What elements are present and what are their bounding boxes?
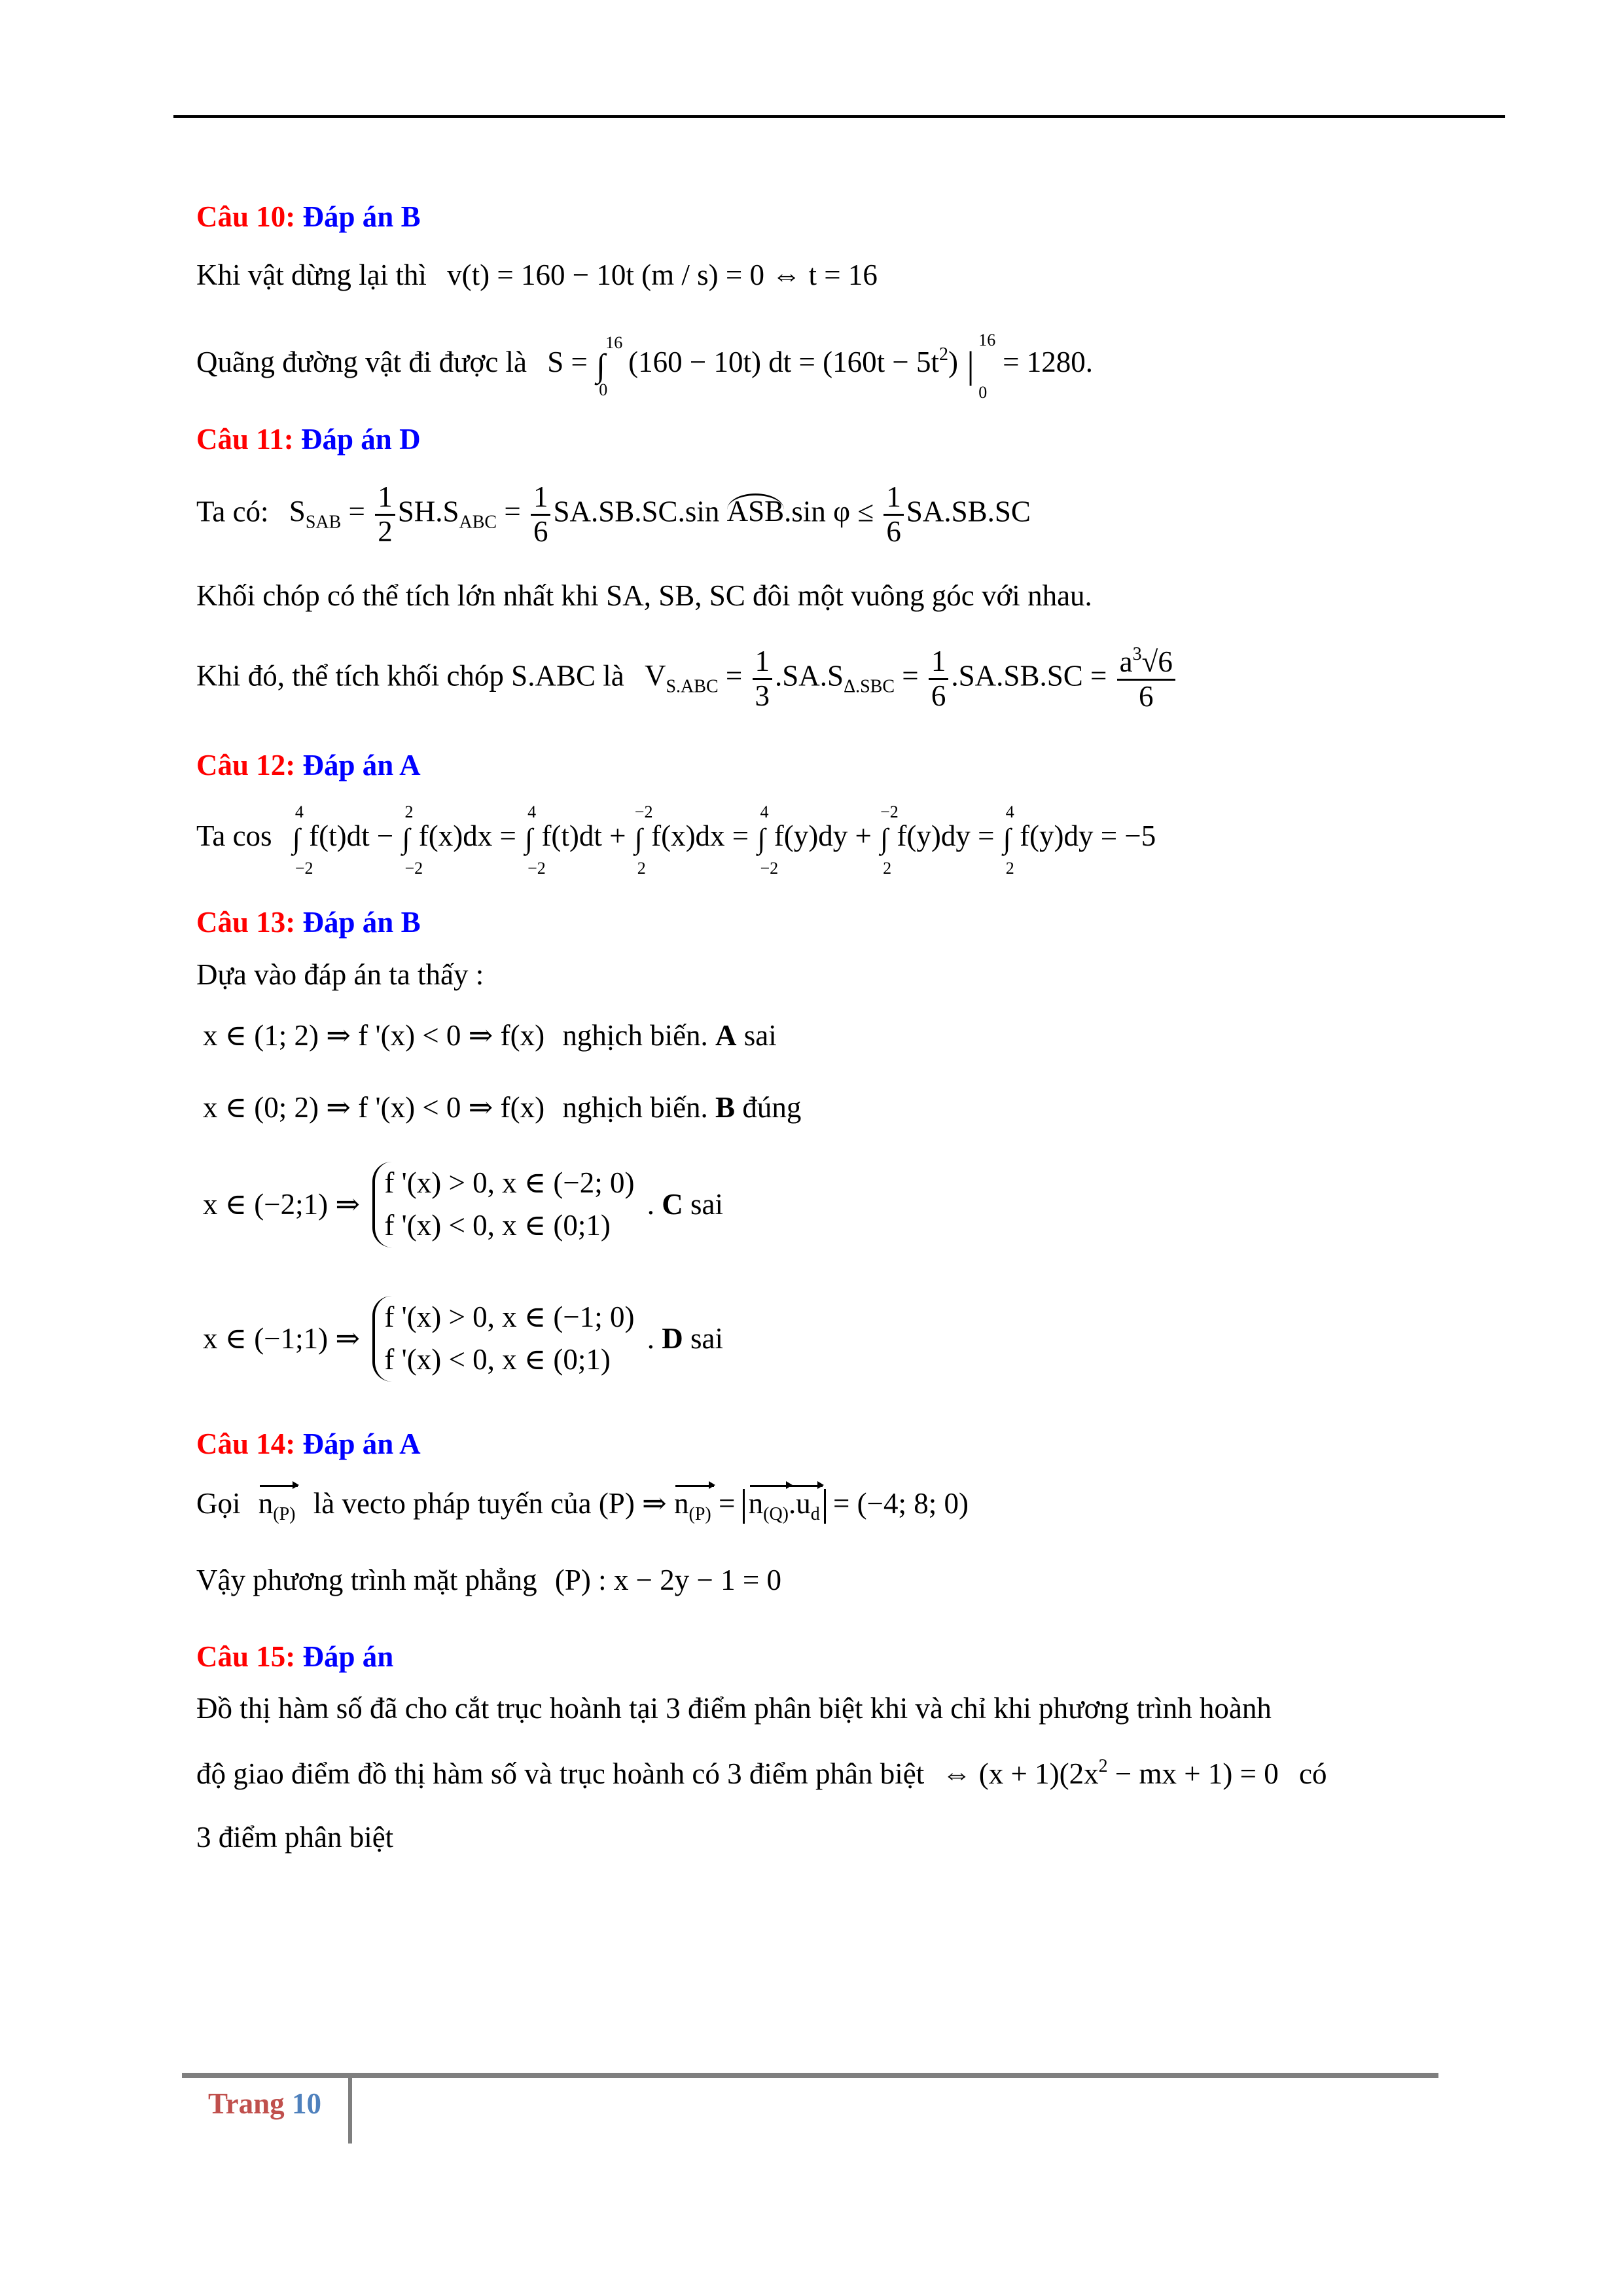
question-14-heading <box>196 1427 421 1461</box>
question-11-heading <box>196 422 421 456</box>
fraction <box>375 481 395 548</box>
numerator: 1 <box>753 645 773 680</box>
q11-line-3 <box>196 645 1178 713</box>
normal-vector <box>259 1489 296 1524</box>
equation: x ∈ (1; 2) ⇒ f '(x) < 0 ⇒ f(x) <box>203 1019 545 1052</box>
equals: = <box>725 659 743 692</box>
denominator: 3 <box>755 679 770 712</box>
text: Gọi <box>196 1487 241 1520</box>
denominator: 2 <box>378 514 393 548</box>
period: . <box>647 1321 654 1355</box>
numerator: 1 <box>531 481 551 516</box>
answer-label: Đáp án <box>302 1640 394 1673</box>
integral-sign: ∫ 4 −2 <box>757 802 779 878</box>
equals: = <box>504 495 521 528</box>
equation: ⇔ (x + 1)(2x <box>942 1757 1099 1790</box>
cross-product-bracket <box>743 1489 826 1524</box>
equation: f(x)dx = <box>651 819 749 852</box>
question-10-heading <box>196 200 421 234</box>
answer-label: Đáp án A <box>302 749 421 781</box>
numerator: 1 <box>375 481 395 516</box>
equation: f(y)dy = −5 <box>1020 819 1156 852</box>
upper-limit: −2 <box>634 802 653 821</box>
q13-option-b <box>203 1093 801 1122</box>
system-line: f '(x) < 0, x ∈ (0;1) <box>384 1343 611 1376</box>
verdict: sai <box>690 1187 723 1221</box>
root: √6 <box>1141 645 1173 678</box>
system-line: f '(x) > 0, x ∈ (−1; 0) <box>384 1300 635 1333</box>
subscript: (P) <box>688 1504 711 1524</box>
q13-option-a <box>203 1021 777 1050</box>
option-letter: C <box>662 1187 683 1221</box>
equation: = (−4; 8; 0) <box>833 1487 969 1520</box>
verdict: đúng <box>742 1091 802 1124</box>
q15-line-2 <box>196 1757 1327 1789</box>
equation: f(y)dy = <box>897 819 995 852</box>
vector <box>749 1489 789 1524</box>
header-rule <box>173 115 1505 118</box>
text: có <box>1298 1757 1327 1790</box>
answer-label: Đáp án B <box>302 200 421 233</box>
equation: x ∈ (0; 2) ⇒ f '(x) < 0 ⇒ f(x) <box>203 1091 545 1124</box>
equation: SA.SB.SC.sin <box>553 495 720 528</box>
equation: f(t)dt + <box>541 819 626 852</box>
text: nghịch biến. <box>562 1019 708 1052</box>
equals: = <box>902 659 919 692</box>
question-label: Câu 15: <box>196 1640 296 1673</box>
text: Ta cos <box>196 819 272 852</box>
equation: = <box>719 1487 736 1520</box>
text: độ giao điểm đồ thị hàm số và trục hoành có 3 điểm phân biệt <box>196 1757 925 1790</box>
text: Quãng đường vật đi được là <box>196 346 527 378</box>
option-letter: D <box>662 1321 683 1355</box>
equation: V <box>644 659 666 692</box>
vector-letter: n <box>258 1487 274 1520</box>
numerator: 1 <box>929 645 949 680</box>
equation: .SA.SB.SC = <box>951 659 1107 692</box>
equation: SA.SB.SC <box>906 495 1031 528</box>
equation: = 1280. <box>1003 346 1094 378</box>
footer-rule <box>182 2073 1438 2078</box>
q13-line-1: Dựa vào đáp án ta thấy : <box>196 958 484 991</box>
fraction <box>753 645 773 712</box>
text: Vậy phương trình mặt phẳng <box>196 1564 537 1596</box>
equation: .SA.S <box>775 659 844 692</box>
q15-line-3: 3 điểm phân biệt <box>196 1821 394 1854</box>
option-letter: A <box>715 1019 737 1052</box>
page-label: Trang <box>208 2087 285 2120</box>
lower-limit: −2 <box>760 858 779 878</box>
q13-option-c <box>203 1162 723 1247</box>
vector <box>789 1489 820 1524</box>
upper-limit: 4 <box>527 802 537 821</box>
subscript: Δ.SBC <box>844 676 895 697</box>
system-line: f '(x) > 0, x ∈ (−2; 0) <box>384 1166 635 1199</box>
lower-limit: 0 <box>599 380 608 399</box>
equation: (P) ⇒ <box>598 1487 667 1520</box>
q12-line-1 <box>196 802 1156 878</box>
fraction <box>531 481 551 548</box>
upper-limit: −2 <box>880 802 899 821</box>
evaluation-bar: | 16 0 <box>967 330 996 402</box>
q15-line-1: Đồ thị hàm số đã cho cắt trục hoành tại 3 điểm phân biệt khi và chỉ khi phương trình hoành <box>196 1692 1272 1725</box>
subscript: d <box>810 1504 820 1524</box>
angle-arc: ASB <box>726 495 785 528</box>
answer-label: Đáp án D <box>301 423 421 456</box>
lower-limit: 2 <box>1005 858 1014 878</box>
fraction <box>1117 645 1175 713</box>
superscript: 2 <box>939 344 948 365</box>
question-label: Câu 11: <box>196 423 294 456</box>
equation: (160 − 10t) dt = (160t − 5t <box>628 346 939 378</box>
equation: f(t)dt − <box>309 819 394 852</box>
system-brace <box>372 1162 634 1247</box>
subscript: SAB <box>305 512 342 533</box>
vector-letter: .u <box>789 1487 811 1520</box>
equation: − mx + 1) = 0 <box>1115 1757 1279 1790</box>
q13-option-d <box>203 1296 723 1382</box>
integral-sign: ∫ −2 2 <box>880 802 899 878</box>
equation: f(x)dx = <box>418 819 516 852</box>
q14-line-1 <box>196 1489 969 1524</box>
upper-limit: 16 <box>605 332 623 352</box>
q10-line-1 <box>196 260 878 290</box>
integral-sign: ∫ 4 −2 <box>292 802 313 878</box>
page-number: 10 <box>291 2087 321 2120</box>
equals: = <box>348 495 365 528</box>
superscript: 3 <box>1132 644 1142 664</box>
equation: (P) : x − 2y − 1 = 0 <box>554 1564 781 1596</box>
text: Khi vật dừng lại thì <box>196 259 427 291</box>
upper-limit: 4 <box>1005 802 1014 821</box>
equation: v(t) = 160 − 10t (m / s) = 0 ⇔ t = 16 <box>447 259 878 291</box>
integral-sign: ∫ 2 −2 <box>402 802 423 878</box>
text: nghịch biến. <box>562 1091 708 1124</box>
upper-limit: 2 <box>404 802 414 821</box>
q14-line-2 <box>196 1566 781 1595</box>
option-letter: B <box>715 1091 736 1124</box>
text: Ta có: <box>196 495 269 528</box>
equation: S = <box>547 346 588 378</box>
equation: .sin φ ≤ <box>784 495 874 528</box>
equation: S <box>289 495 306 528</box>
equation: f(y)dy + <box>774 819 872 852</box>
denominator: 6 <box>1139 679 1154 713</box>
verdict: sai <box>743 1019 777 1052</box>
lower-limit: −2 <box>294 858 313 878</box>
lower-limit: −2 <box>527 858 546 878</box>
base: a <box>1119 645 1133 678</box>
q11-line-1 <box>196 481 1031 548</box>
q10-line-2 <box>196 330 1094 402</box>
superscript: 2 <box>1098 1756 1108 1776</box>
lower-limit: 0 <box>978 382 988 402</box>
denominator: 6 <box>886 514 901 548</box>
integral-sign: ∫ −2 2 <box>634 802 653 878</box>
answer-label: Đáp án B <box>302 906 421 939</box>
fraction <box>883 481 904 548</box>
equation: x ∈ (−1;1) ⇒ <box>203 1321 361 1355</box>
question-label: Câu 12: <box>196 749 296 781</box>
text: Khi đó, thể tích khối chóp S.ABC là <box>196 659 624 692</box>
integral-sign: ∫ 16 0 <box>596 332 623 399</box>
q11-line-2: Khối chóp có thể tích lớn nhất khi SA, SB, SC đôi một vuông góc với nhau. <box>196 579 1092 612</box>
page-footer <box>208 2087 321 2121</box>
subscript: ABC <box>459 512 497 533</box>
system-line: f '(x) < 0, x ∈ (0;1) <box>384 1209 611 1242</box>
subscript: (P) <box>273 1504 296 1524</box>
denominator: 6 <box>533 514 548 548</box>
answer-label: Đáp án A <box>302 1427 421 1460</box>
equation: x ∈ (−2;1) ⇒ <box>203 1187 361 1221</box>
equation: SH.S <box>397 495 459 528</box>
text: là vecto pháp tuyến của <box>313 1487 592 1520</box>
denominator: 6 <box>931 679 946 712</box>
lower-limit: 2 <box>637 858 646 878</box>
question-label: Câu 14: <box>196 1427 296 1460</box>
question-12-heading <box>196 748 421 782</box>
lower-limit: 2 <box>883 858 892 878</box>
question-13-heading <box>196 905 421 939</box>
equation: ) <box>948 346 958 378</box>
verdict: sai <box>690 1321 723 1355</box>
numerator: 1 <box>883 481 904 516</box>
integral-sign: ∫ 4 2 <box>1003 802 1014 878</box>
fraction <box>929 645 949 712</box>
system-brace <box>372 1296 634 1382</box>
vector-letter: n <box>674 1487 689 1520</box>
subscript: (Q) <box>763 1504 789 1524</box>
question-15-heading <box>196 1640 393 1674</box>
question-label: Câu 10: <box>196 200 296 233</box>
upper-limit: 16 <box>978 330 996 350</box>
integral-sign: ∫ 4 −2 <box>525 802 546 878</box>
footer-divider <box>348 2078 352 2144</box>
lower-limit: −2 <box>404 858 423 878</box>
normal-vector <box>674 1489 711 1524</box>
subscript: S.ABC <box>666 676 719 697</box>
vector-letter: n <box>748 1487 764 1520</box>
upper-limit: 4 <box>294 802 304 821</box>
upper-limit: 4 <box>760 802 769 821</box>
question-label: Câu 13: <box>196 906 296 939</box>
period: . <box>647 1187 654 1221</box>
numerator <box>1117 645 1175 681</box>
